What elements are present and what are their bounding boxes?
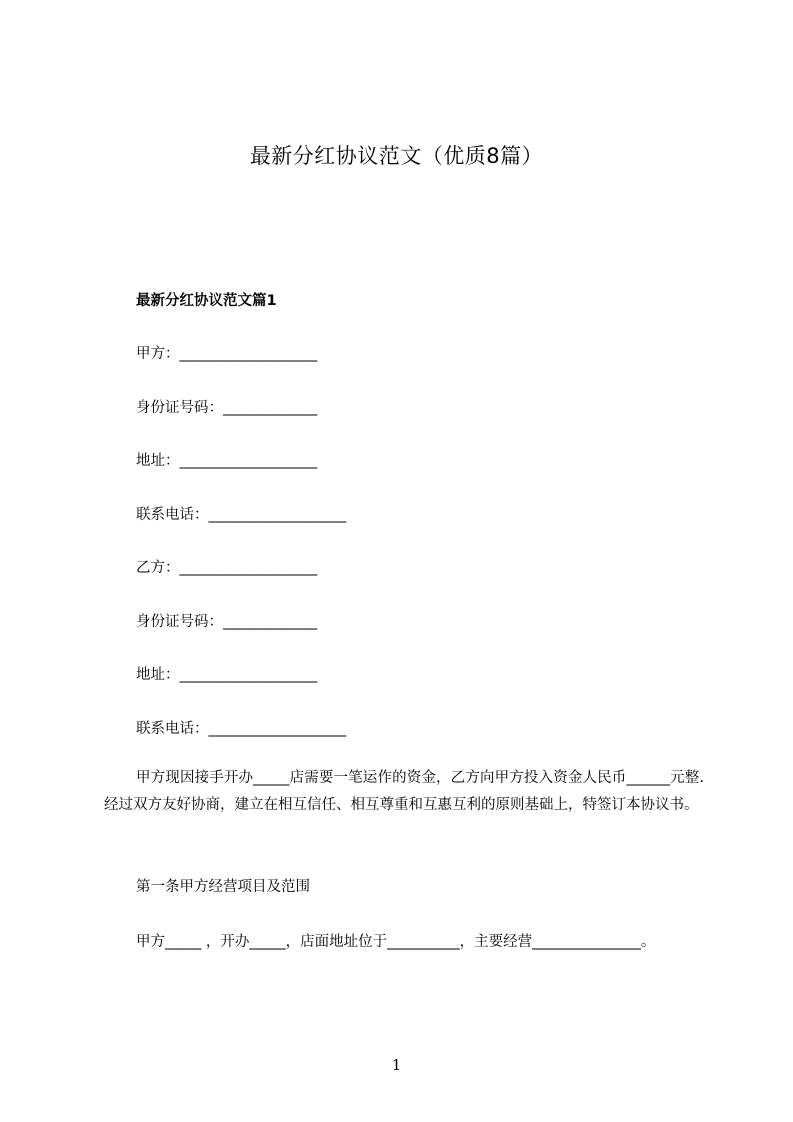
intro-paragraph: 甲方现因接手开办_____店需要一笔运作的资金，乙方向甲方投入资金人民币______元整.经过双方友好协商，建立在相互信任、相互尊重和互惠互利的原则基础上，特签订本协议书。 [104,770,704,813]
document-title: 最新分红协议范文（优质8篇） [249,144,544,168]
party-b-id-number-field: 身份证号码：_____________ [136,614,318,630]
party-b-phone-field: 联系电话：___________________ [136,721,347,737]
page-number: 1 [391,1056,402,1074]
party-a-id-number-field: 身份证号码：_____________ [136,400,318,416]
section-heading: 最新分红协议范文篇1 [136,293,277,309]
party-a-phone-field: 联系电话：___________________ [136,507,347,523]
party-b-name-field: 乙方：___________________ [136,560,318,576]
party-a-address-field: 地址：___________________ [136,453,318,469]
article-1-text: 甲方_____ ，开办_____，店面地址位于__________，主要经营_______________。 [136,934,656,950]
party-b-address-field: 地址：___________________ [136,667,318,683]
party-a-name-field: 甲方：___________________ [136,346,318,362]
article-1-title: 第一条甲方经营项目及范围 [136,879,310,895]
